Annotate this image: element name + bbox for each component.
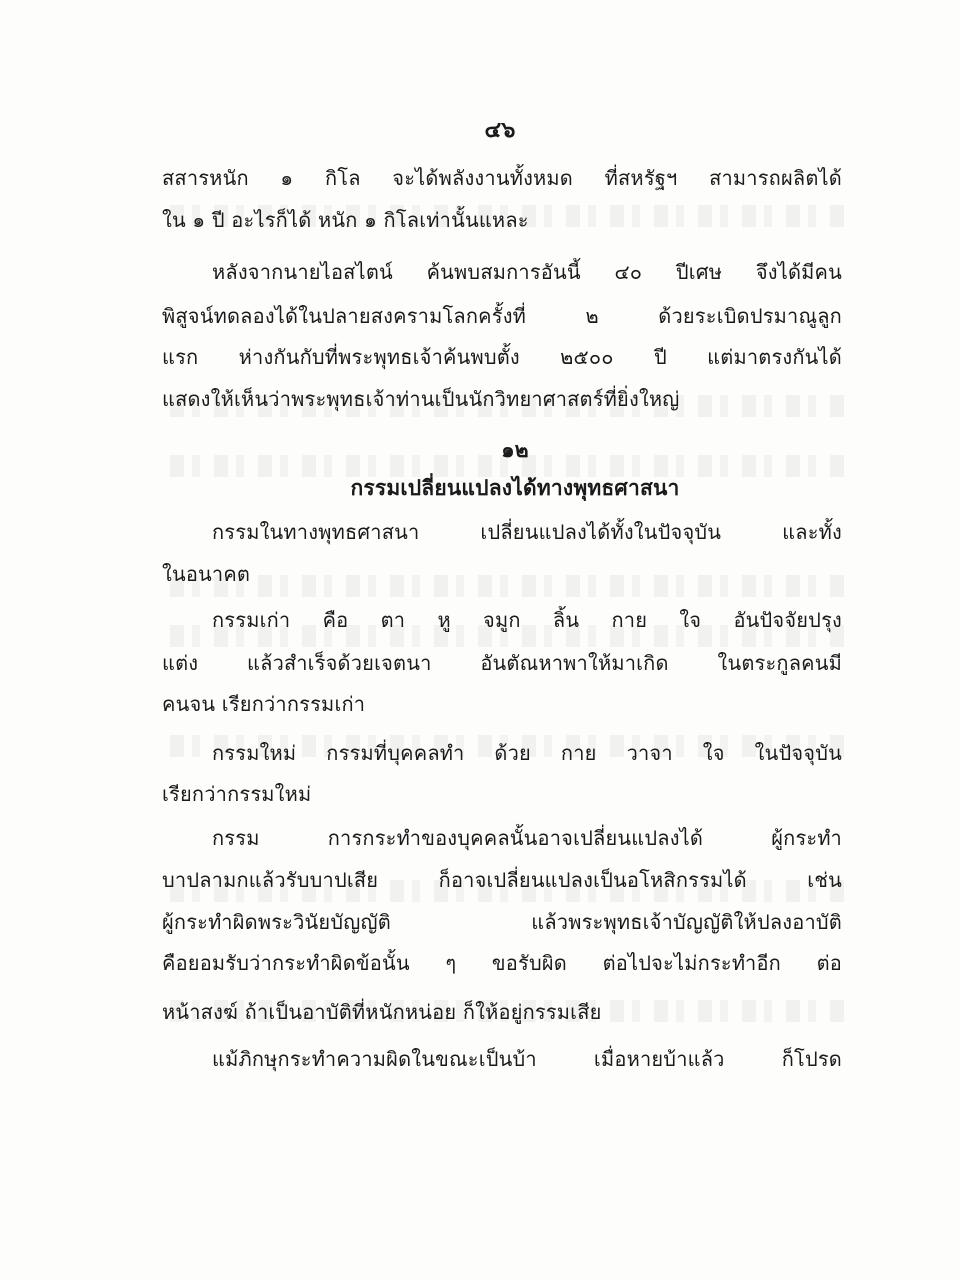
paragraph-line: สสารหนัก ๑ กิโล จะได้พลังงานทั้งหมด ที่สหรัฐฯ สามารถผลิตได้ [162, 166, 842, 190]
paragraph-line: กรรมในทางพุทธศาสนา เปลี่ยนแปลงได้ทั้งในปัจจุบัน และทั้ง [212, 520, 842, 544]
paragraph-line: กรรมเก่า คือ ตา หู จมูก ลิ้น กาย ใจ อันปัจจัยปรุง [212, 608, 842, 632]
paragraph-line: ใน ๑ ปี อะไรก็ได้ หนัก ๑ กิโลเท่านั้นแหละ [162, 208, 529, 232]
paragraph-line: กรรมใหม่ กรรมที่บุคคลทำ ด้วย กาย วาจา ใจ ในปัจจุบัน [212, 741, 842, 765]
paragraph-line: แต่ง แล้วสำเร็จด้วยเจตนา อันตัณหาพาให้มาเกิด ในตระกูลคนมี [162, 651, 842, 675]
section-title: กรรมเปลี่ยนแปลงได้ทางพุทธศาสนา [350, 475, 680, 500]
paragraph-line: แสดงให้เห็นว่าพระพุทธเจ้าท่านเป็นนักวิทยาศาสตร์ที่ยิ่งใหญ่ [162, 387, 680, 411]
paragraph-line: ในอนาคต [162, 562, 251, 586]
paragraph-line: คนจน เรียกว่ากรรมเก่า [162, 692, 366, 716]
paragraph-line: คือยอมรับว่ากระทำผิดข้อนั้น ๆ ขอรับผิด ต่อไปจะไม่กระทำอีก ต่อ [162, 951, 842, 975]
paragraph-line: บาปลามกแล้วรับบาปเสีย ก็อาจเปลี่ยนแปลงเป็นอโหสิกรรมได้ เช่น [162, 868, 842, 892]
paragraph-line: ผู้กระทำผิดพระวินัยบัญญัติ แล้วพระพุทธเจ้าบัญญัติให้ปลงอาบัติ [162, 910, 842, 934]
paragraph-line: แม้ภิกษุกระทำความผิดในขณะเป็นบ้า เมื่อหายบ้าแล้ว ก็โปรด [212, 1047, 842, 1071]
page-number: ๔๖ [484, 117, 516, 143]
paragraph-line: พิสูจน์ทดลองได้ในปลายสงครามโลกครั้งที่ ๒ ด้วยระเบิดปรมาณูลูก [162, 304, 842, 328]
paragraph-line: เรียกว่ากรรมใหม่ [162, 782, 312, 806]
paragraph-line: แรก ห่างกันกับที่พระพุทธเจ้าค้นพบตั้ง ๒๕๐๐ ปี แต่มาตรงกันได้ [162, 345, 842, 369]
paragraph-line: กรรม การกระทำของบุคคลนั้นอาจเปลี่ยนแปลงได้ ผู้กระทำ [212, 826, 842, 850]
section-number: ๑๒ [501, 437, 529, 462]
paragraph-line: หน้าสงฆ์ ถ้าเป็นอาบัติที่หนักหน่อย ก็ให้อยู่กรรมเสีย [162, 1000, 602, 1024]
paragraph-line: หลังจากนายไอสไตน์ ค้นพบสมการอันนี้ ๔๐ ปีเศษ จึงได้มีคน [212, 260, 842, 284]
